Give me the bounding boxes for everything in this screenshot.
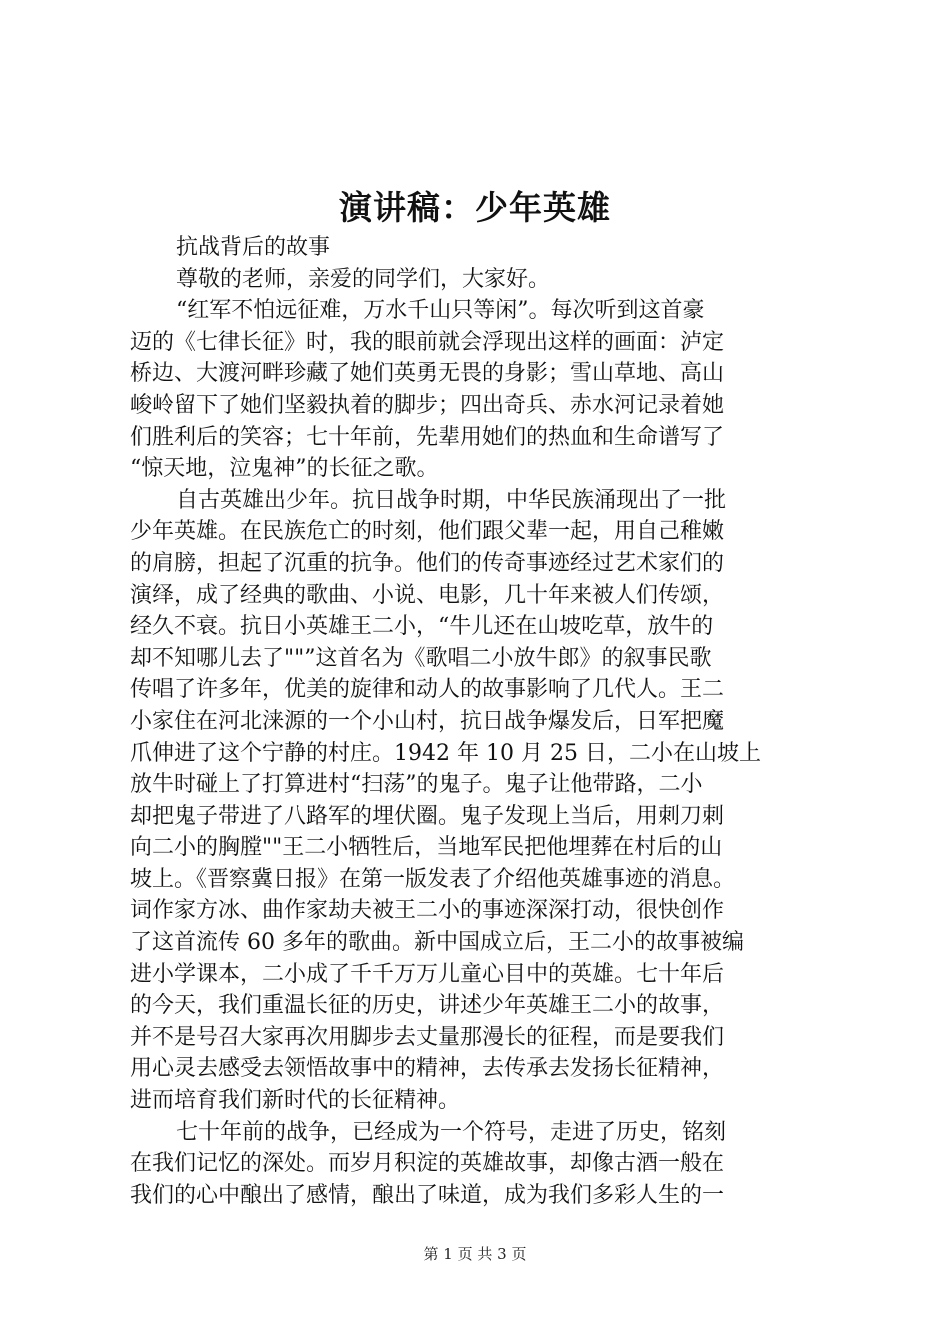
- text-line: 少年英雄。在民族危亡的时刻，他们跟父辈一起，用自己稚嫩: [130, 519, 725, 545]
- text-line: 抗战背后的故事: [176, 235, 331, 260]
- text-line: 的今天，我们重温长征的历史，讲述少年英雄王二小的故事，: [130, 993, 725, 1019]
- text-line: 小家住在河北涞源的一个小山村，抗日战争爆发后，日军把魔: [130, 708, 725, 734]
- text-line: 词作家方冰、曲作家劫夫被王二小的事迹深深打动，很快创作: [130, 898, 725, 924]
- text-line: 的肩膀，担起了沉重的抗争。他们的传奇事迹经过艺术家们的: [130, 550, 725, 576]
- text-line: 进小学课本，二小成了千千万万儿童心目中的英雄。七十年后: [130, 961, 725, 987]
- text-line: “惊天地，泣鬼神”的长征之歌。: [130, 456, 439, 482]
- text-line: 进而培育我们新时代的长征精神。: [130, 1088, 461, 1114]
- text-line: 桥边、大渡河畔珍藏了她们英勇无畏的身影；雪山草地、高山: [130, 361, 725, 387]
- text-line: 七十年前的战争，已经成为一个符号，走进了历史，铭刻: [176, 1119, 727, 1145]
- text-line: 我们的心中酿出了感情，酿出了味道，成为我们多彩人生的一: [130, 1182, 725, 1208]
- text-line: 经久不衰。抗日小英雄王二小，“牛儿还在山坡吃草，放牛的: [130, 614, 714, 640]
- text-line: 向二小的胸膛""王二小牺牲后，当地军民把他埋葬在村后的山: [130, 835, 723, 861]
- text-line: 了这首流传 60 多年的歌曲。新中国成立后，王二小的故事被编: [130, 930, 744, 956]
- text-line: 却把鬼子带进了八路军的埋伏圈。鬼子发现上当后，用刺刀刺: [130, 803, 725, 829]
- text-line: 尊敬的老师，亲爱的同学们，大家好。: [176, 266, 551, 292]
- text-line: 在我们记忆的深处。而岁月积淀的英雄故事，却像古酒一般在: [130, 1151, 725, 1177]
- page-footer: 第 1 页 共 3 页: [423, 1245, 527, 1263]
- text-line: 演绎，成了经典的歌曲、小说、电影，几十年来被人们传颂，: [130, 582, 725, 608]
- text-line: 坡上。《晋察冀日报》在第一版发表了介绍他英雄事迹的消息。: [130, 866, 736, 892]
- document-title: 演讲稿：少年英雄: [339, 188, 611, 227]
- text-line: 传唱了许多年，优美的旋律和动人的故事影响了几代人。王二: [130, 677, 725, 703]
- text-line: 们胜利后的笑容；七十年前，先辈用她们的热血和生命谱写了: [130, 424, 725, 450]
- text-line: 自古英雄出少年。抗日战争时期，中华民族涌现出了一批: [176, 487, 727, 513]
- text-line: 用心灵去感受去领悟故事中的精神，去传承去发扬长征精神，: [130, 1056, 725, 1082]
- text-line: 迈的《七律长征》时，我的眼前就会浮现出这样的画面：泸定: [130, 329, 725, 355]
- text-line: 却不知哪儿去了""”这首名为《歌唱二小放牛郎》的叙事民歌: [130, 645, 712, 671]
- text-line: 爪伸进了这个宁静的村庄。1942 年 10 月 25 日，二小在山坡上: [130, 740, 761, 766]
- text-line: 峻岭留下了她们坚毅执着的脚步；四出奇兵、赤水河记录着她: [130, 392, 725, 418]
- text-line: “红军不怕远征难，万水千山只等闲”。每次听到这首豪: [176, 298, 705, 324]
- document-body: [130, 232, 842, 1211]
- text-line: 放牛时碰上了打算进村“扫荡”的鬼子。鬼子让他带路，二小: [130, 772, 703, 798]
- text-line: 并不是号召大家再次用脚步去丈量那漫长的征程，而是要我们: [130, 1024, 725, 1050]
